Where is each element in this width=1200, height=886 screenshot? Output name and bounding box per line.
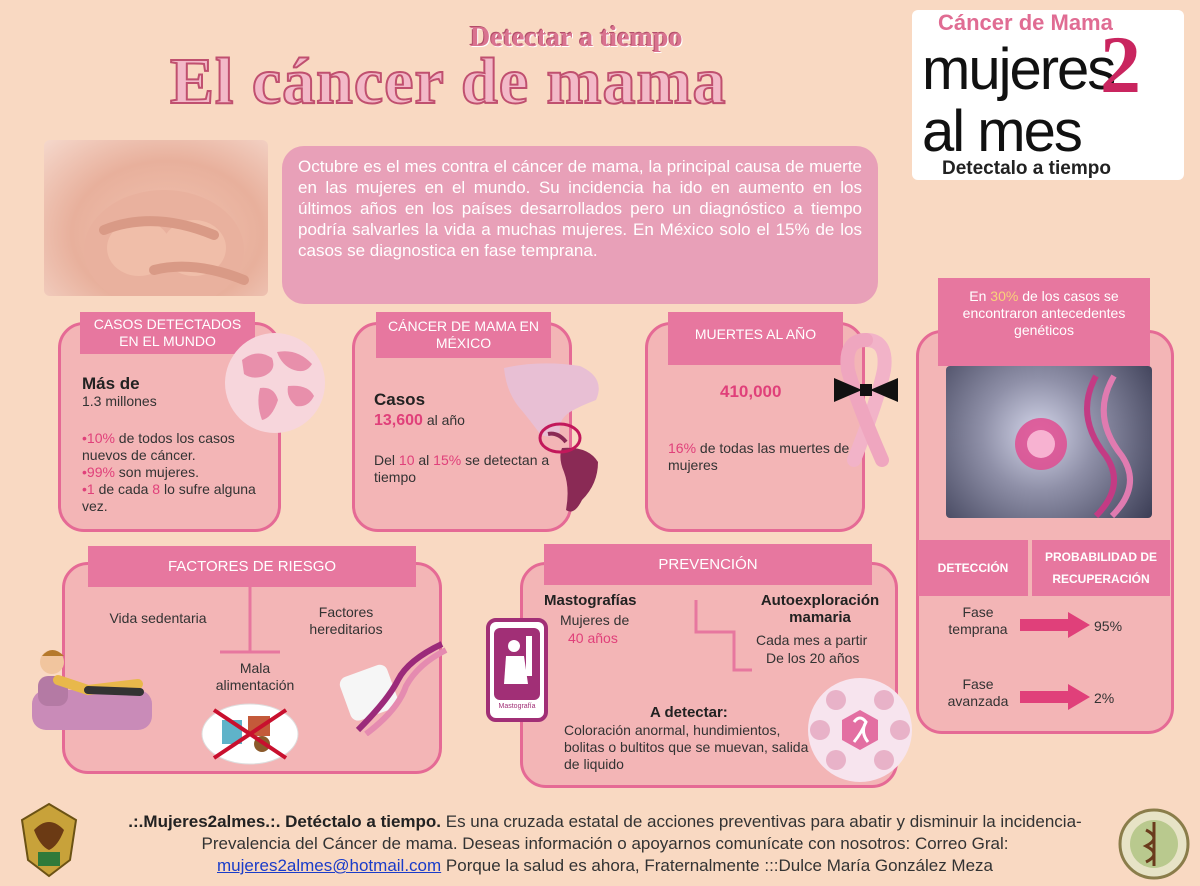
junk-food-icon bbox=[200, 700, 300, 771]
mexico-casos-num: 13,600 bbox=[374, 412, 423, 429]
world-amount: 1.3 millones bbox=[82, 393, 157, 409]
world-bullets bbox=[82, 430, 257, 515]
mexico-casos-label: Casos bbox=[374, 390, 426, 409]
dna-strand-icon bbox=[338, 640, 448, 741]
genetics-a: En bbox=[969, 288, 991, 304]
logo-top-text: Cáncer de Mama bbox=[938, 10, 1113, 35]
risk-factor-diet: Mala alimentación bbox=[215, 660, 295, 693]
deaths-pct-text: de todas las muertes de mujeres bbox=[668, 440, 850, 473]
americas-map-icon bbox=[500, 360, 612, 525]
risk-factor-sedentary: Vida sedentaria bbox=[109, 610, 207, 626]
xray-breast-image bbox=[946, 366, 1152, 518]
world-b3-num2: 8 bbox=[152, 481, 161, 497]
masto-text: Mujeres de bbox=[560, 612, 630, 628]
masto-age bbox=[568, 630, 618, 647]
logo-number: 2 bbox=[1100, 19, 1141, 110]
arrow-right-icon bbox=[1020, 684, 1090, 715]
early-stage-label: Fase temprana bbox=[948, 604, 1008, 637]
logo-word-al-mes: al mes bbox=[922, 99, 1081, 164]
world-b1-text: de todos los casos nuevos de cáncer. bbox=[82, 430, 235, 463]
globe-icon bbox=[222, 330, 328, 441]
page-title: El cáncer de mama bbox=[170, 45, 727, 118]
deaths-pct-line bbox=[668, 440, 858, 474]
mexico-cases-label: CÁNCER DE MAMA EN MÉXICO bbox=[376, 312, 551, 358]
genetics-label bbox=[938, 278, 1150, 366]
mexico-line2-b: al bbox=[414, 452, 434, 468]
mexico-line2-c: se detectan a tiempo bbox=[374, 452, 550, 485]
mexico-casos-unit: al año bbox=[422, 412, 465, 428]
footer-text2: Porque la salud es ahora, Fraternalmente :::Dulce María González Meza bbox=[441, 856, 993, 875]
prevention-connector bbox=[694, 598, 754, 677]
intro-text-box: Octubre es el mes contra el cáncer de mama, la principal causa de muerte en las mujeres en el mundo. Su incidencia ha ido en aumento en los últimos años en los países desarrollados pero un diagnóstico a tiempo podría salvarles la vida a muchas mujeres. En México solo el 15% de los casos se diagnostica en fase temprana. bbox=[282, 146, 878, 304]
masto-title: Mastografías bbox=[544, 592, 637, 609]
world-b2-num: •99% bbox=[82, 464, 115, 480]
late-stage-label: Fase avanzada bbox=[947, 676, 1009, 709]
world-b2-text: son mujeres. bbox=[114, 464, 199, 480]
woman-self-exam-image bbox=[44, 140, 268, 296]
arrow-right-icon bbox=[1020, 612, 1090, 643]
deaths-count: 410,000 bbox=[720, 382, 782, 401]
logo-word-mujeres: mujeres bbox=[922, 37, 1115, 102]
subtitle: Detectar a tiempo bbox=[470, 22, 683, 53]
footer-text1: Es una cruzada estatal de acciones preventivas para abatir y disminuir la incidencia- Prevalencia del Cáncer de mama. Deseas información o apoyarnos comunícate con nosotros: Correo Gral: bbox=[201, 812, 1082, 853]
deaths-label: MUERTES AL AÑO bbox=[668, 312, 843, 365]
mexico-line2-n2: 15% bbox=[433, 452, 462, 468]
mexico-line2-a: Del bbox=[374, 452, 399, 468]
mammogram-icon bbox=[486, 618, 548, 722]
footer-brand: .:.Mujeres2almes.:. Detéctalo a tiempo. bbox=[128, 812, 442, 831]
world-b1-num: •10% bbox=[82, 430, 115, 446]
genetics-b: de los casos se encontraron antecedentes genéticos bbox=[962, 288, 1126, 338]
prevention-label: PREVENCIÓN bbox=[544, 544, 872, 585]
world-b3-num: •1 bbox=[82, 481, 95, 497]
detect-text: Coloración anormal, hundimientos, bolitas o bultitos que se muevan, salida de liquido bbox=[564, 722, 809, 772]
masto-age-text: 40 años bbox=[568, 630, 618, 646]
state-emblem-left bbox=[14, 800, 84, 885]
health-secretariat-emblem bbox=[1116, 806, 1192, 886]
auto-title: Autoexploración mamaria bbox=[760, 592, 880, 626]
risk-tree-lines bbox=[200, 586, 300, 661]
mexico-line2-n1: 10 bbox=[398, 452, 415, 468]
auto-text: Cada mes a partir bbox=[756, 632, 868, 648]
mexico-detect-line bbox=[374, 452, 554, 486]
self-exam-hexagons-icon bbox=[806, 676, 914, 789]
mexico-casos-line bbox=[374, 412, 465, 429]
recovery-header: PROBABILIDAD DE RECUPERACIÓN bbox=[1032, 540, 1170, 596]
footer-email-link[interactable]: mujeres2almes@hotmail.com bbox=[217, 856, 442, 875]
sofa-woman-icon bbox=[28, 640, 158, 745]
detect-title: A detectar: bbox=[650, 704, 728, 721]
footer-text bbox=[90, 811, 1120, 877]
world-cases-label: CASOS DETECTADOS EN EL MUNDO bbox=[80, 312, 255, 354]
genetics-pct: 30% bbox=[990, 288, 1019, 304]
mujeres2almes-logo bbox=[912, 10, 1184, 180]
detection-header: DETECCIÓN bbox=[918, 540, 1028, 596]
risk-factors-label: FACTORES DE RIESGO bbox=[88, 546, 416, 587]
deaths-pct: 16% bbox=[668, 440, 697, 456]
risk-factor-hereditary: Factores hereditarios bbox=[309, 604, 383, 637]
early-stage-value: 95% bbox=[1094, 618, 1123, 634]
world-mas-de: Más de bbox=[82, 374, 140, 393]
world-b3-text: lo sufre alguna vez. bbox=[82, 481, 256, 514]
logo-bottom-text: Detectalo a tiempo bbox=[942, 158, 1111, 179]
late-stage-value: 2% bbox=[1094, 690, 1115, 706]
auto-age: De los 20 años bbox=[766, 650, 860, 666]
world-b3-mid: de cada bbox=[94, 481, 153, 497]
mammogram-caption: Mastografía bbox=[498, 703, 536, 710]
